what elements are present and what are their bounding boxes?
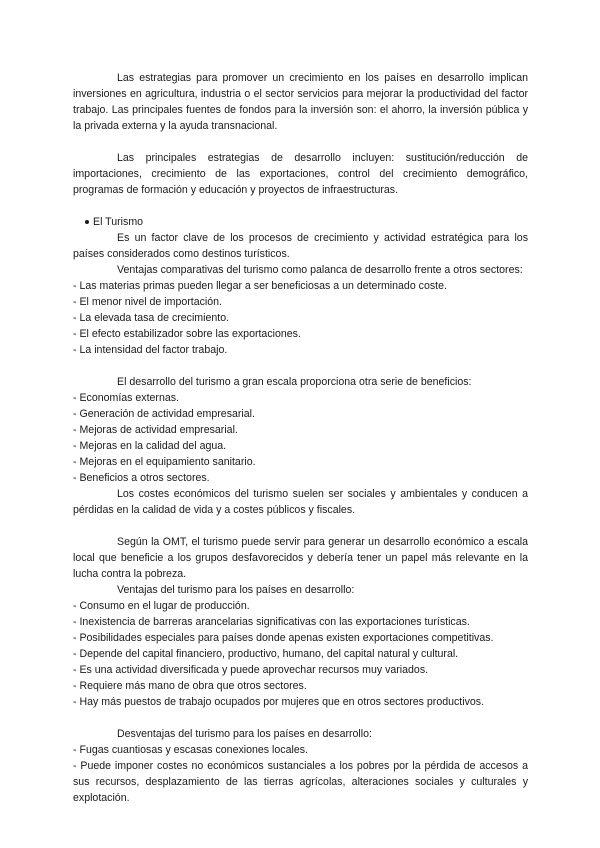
list-item: - Mejoras en la calidad del agua. bbox=[73, 440, 227, 452]
bullet-dot-icon bbox=[85, 220, 89, 224]
list-item: - Generación de actividad empresarial. bbox=[73, 408, 255, 420]
paragraph-gap bbox=[73, 358, 528, 374]
list-item: - La intensidad del factor trabajo. bbox=[73, 344, 228, 356]
list-item: - La elevada tasa de crecimiento. bbox=[73, 312, 230, 324]
list-item: - El efecto estabilizador sobre las exportaciones. bbox=[73, 328, 301, 340]
paragraph-development-strategies: Las principales estrategias de desarrollo incluyen: sustitución/reducción de importaciones, crecimiento de las exportaciones, control del crecimiento demográfico, programas de formación y educación y proyectos de infraestructuras. bbox=[73, 152, 528, 196]
paragraph-large-scale-benefits: El desarrollo del turismo a gran escala proporciona otra serie de beneficios: bbox=[117, 376, 472, 388]
list-advantages-developing bbox=[73, 598, 528, 710]
list-item: - Fugas cuantiosas y escasas conexiones locales. bbox=[73, 744, 308, 756]
paragraph-gap bbox=[73, 518, 528, 534]
list-item: - El menor nivel de importación. bbox=[73, 296, 222, 308]
list-item: - Depende del capital financiero, productivo, humano, del capital natural y cultural. bbox=[73, 648, 459, 660]
bullet-heading: El Turismo bbox=[93, 216, 144, 228]
list-item: - Beneficios a otros sectores. bbox=[73, 472, 210, 484]
paragraph-comparative-advantages: Ventajas comparativas del turismo como palanca de desarrollo frente a otros sectores: bbox=[117, 264, 523, 276]
list-item: - Mejoras en el equipamiento sanitario. bbox=[73, 456, 256, 468]
list-item: - Puede imponer costes no económicos sustanciales a los pobres por la pérdida de accesos a sus recursos, desplazamiento de las tierras agrícolas, alteraciones sociales y culturales y explotación. bbox=[73, 760, 528, 804]
paragraph-advantages-developing: Ventajas del turismo para los países en desarrollo: bbox=[117, 584, 355, 596]
list-item: - Posibilidades especiales para países donde apenas existen exportaciones competitivas. bbox=[73, 632, 494, 644]
list-item: - Economías externas. bbox=[73, 392, 179, 404]
document-body bbox=[73, 70, 528, 806]
paragraph-omt: Según la OMT, el turismo puede servir para generar un desarrollo económico a escala local que beneficie a los grupos desfavorecidos y debería tener un papel más relevante en la lucha contra la pobreza. bbox=[73, 536, 528, 580]
paragraph-key-factor: Es un factor clave de los procesos de crecimiento y actividad estratégica para los países considerados como destinos turísticos. bbox=[73, 232, 528, 260]
list-disadvantages bbox=[73, 742, 528, 806]
paragraph-gap bbox=[73, 198, 528, 214]
list-item: - Las materias primas pueden llegar a ser beneficiosas a un determinado coste. bbox=[73, 280, 447, 292]
paragraph-growth-strategies: Las estrategias para promover un crecimiento en los países en desarrollo implican inversiones en agricultura, industria o el sector servicios para mejorar la productividad del factor trabajo. Las principales fuentes de fondos para la inversión son: el ahorro, la inversión pública y la privada externa y la ayuda transnacional. bbox=[73, 72, 528, 132]
list-comparative-advantages bbox=[73, 278, 528, 358]
list-item: - Hay más puestos de trabajo ocupados por mujeres que en otros sectores productivos. bbox=[73, 696, 485, 708]
bullet-item-tourism bbox=[73, 214, 528, 230]
paragraph-disadvantages: Desventajas del turismo para los países en desarrollo: bbox=[117, 728, 372, 740]
list-item: - Es una actividad diversificada y puede aprovechar recursos muy variados. bbox=[73, 664, 429, 676]
list-item: - Requiere más mano de obra que otros sectores. bbox=[73, 680, 307, 692]
paragraph-gap bbox=[73, 134, 528, 150]
paragraph-economic-costs: Los costes económicos del turismo suelen ser sociales y ambientales y conducen a pérdidas en la calidad de vida y a costes públicos y fiscales. bbox=[73, 488, 528, 516]
paragraph-gap bbox=[73, 710, 528, 726]
list-benefits bbox=[73, 390, 528, 486]
list-item: - Mejoras de actividad empresarial. bbox=[73, 424, 238, 436]
list-item: - Consumo en el lugar de producción. bbox=[73, 600, 250, 612]
list-item: - Inexistencia de barreras arancelarias significativas con las exportaciones turísticas. bbox=[73, 616, 470, 628]
